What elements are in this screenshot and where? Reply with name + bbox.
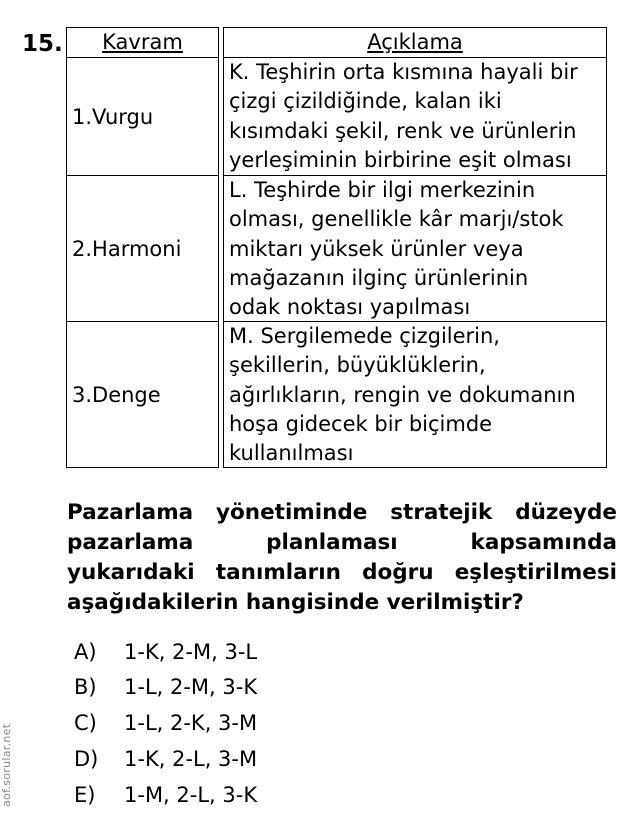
header-description: Açıklama <box>367 30 463 54</box>
concept-cell: 2.Harmoni <box>72 236 182 261</box>
option-e[interactable] <box>74 780 257 810</box>
description-cell: L. Teşhirde bir ilgi merkezinin olması, genellikle kâr marjı/stok miktarı yüksek ürünler veya mağazanın ilginç ürünlerinin odak noktası yapılması <box>229 178 564 320</box>
option-a[interactable] <box>74 637 257 667</box>
option-letter: B) <box>74 675 97 699</box>
option-letter: C) <box>74 711 97 735</box>
option-text: 1-K, 2-M, 3-L <box>124 640 258 664</box>
header-concept: Kavram <box>102 30 183 54</box>
option-b[interactable] <box>74 672 257 702</box>
option-d[interactable] <box>74 744 257 774</box>
option-letter: E) <box>74 783 96 807</box>
option-letter: A) <box>74 640 97 664</box>
description-cell: M. Sergilemede çizgilerin, şekillerin, büyüklüklerin, ağırlıkların, rengin ve dokumanın hoşa gidecek bir biçimde kullanılması <box>229 324 576 466</box>
question-number: 15. <box>22 31 63 57</box>
concept-cell: 3.Denge <box>72 383 161 407</box>
option-text: 1-K, 2-L, 3-M <box>124 747 258 771</box>
option-text: 1-M, 2-L, 3-K <box>124 783 258 807</box>
option-letter: D) <box>74 747 99 771</box>
option-c[interactable] <box>74 708 257 738</box>
watermark: aof.sorular.net <box>0 723 13 807</box>
description-cell: K. Teşhirin orta kısmına hayali bir çizgi çizildiğinde, kalan iki kısımdaki şekil, renk ve ürünlerin yerleşiminin birbirine eşit olması <box>229 60 578 172</box>
concept-cell: 1.Vurgu <box>72 104 154 129</box>
option-text: 1-L, 2-K, 3-M <box>124 711 258 735</box>
question-text: Pazarlama yönetiminde stratejik düzeyde pazarlama planlaması kapsamında yukarıdaki tanımların doğru eşleştirilmesi aşağıdakilerin hangisinde verilmiştir? <box>67 500 617 615</box>
option-text: 1-L, 2-M, 3-K <box>124 675 258 699</box>
